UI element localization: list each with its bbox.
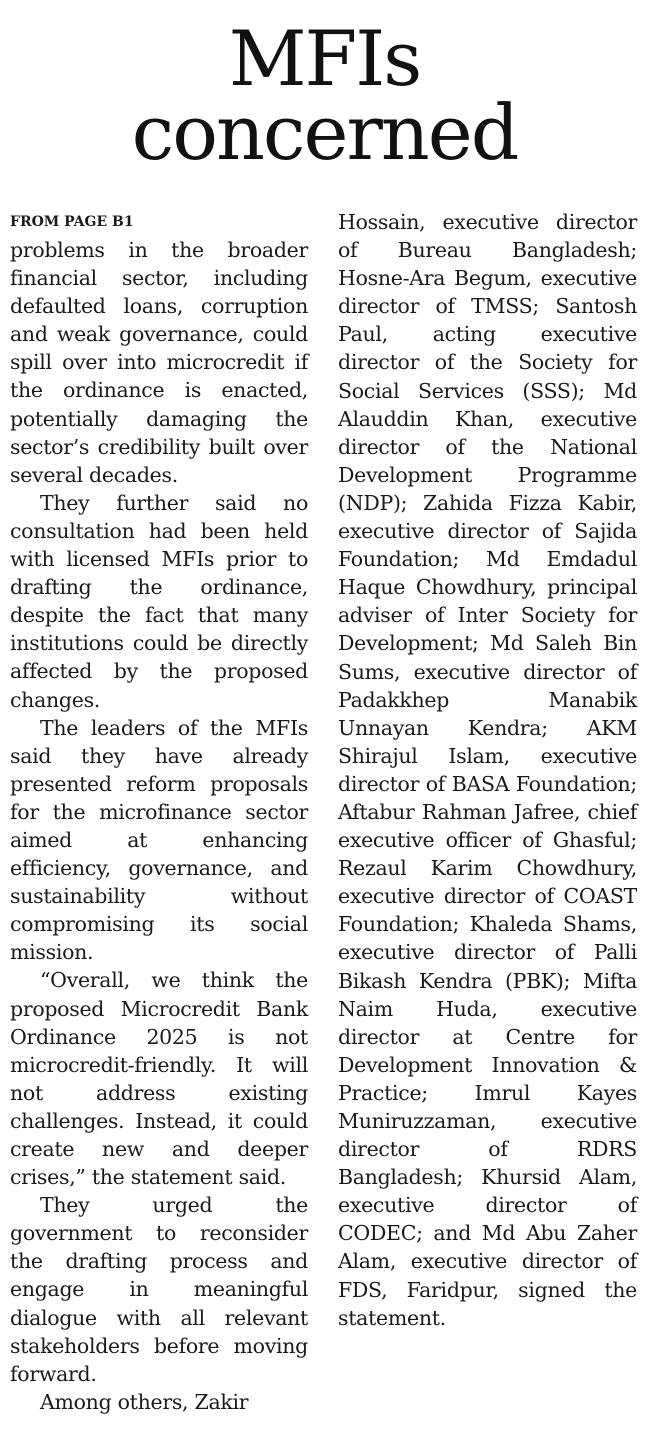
jump-slug: FROM PAGE B1 [10, 214, 134, 230]
paragraph-7: Hossain, executive director of Bureau Bangladesh; Hosne-Ara Begum, executive director of TMSS; Santosh Paul, acting executive director of the Society for Social Services (SSS); Md Alauddin Khan, executive director of the National Development Programme (NDP); Zahida Fizza Kabir, executive director of Sajida Foundation; Md Emdadul Haque Chowdhury, principal adviser of Inter Society for Development; Md Saleh Bin Sums, executive director of Padakkhep Manabik Unnayan Kendra; AKM Shirajul Islam, executive director of BASA Foundation; Aftabur Rahman Jafree, chief executive officer of Ghasful; Rezaul Karim Chowdhury, executive director of COAST Foundation; Khaleda Shams, executive director of Palli Bikash Kendra (PBK); Mifta Naim Huda, executive director at Centre for Development Innovation & Practice; Imrul Kayes Muniruzzaman, executive director of RDRS Bangladesh; Khursid Alam, executive director of CODEC; and Md Abu Zaher Alam, executive director of FDS, Faridpur, signed the statement. [338, 210, 637, 1330]
paragraph-5: They urged the government to reconsider the drafting process and engage in meaningful dialogue with all relevant stakeholders before moving forward. [10, 1193, 308, 1386]
paragraph-3: The leaders of the MFIs said they have already presented reform proposals for the microfinance sector aimed at enhancing efficiency, governance, and sustainability without compromising its social mission. [10, 715, 308, 965]
headline-line-2: concerned [131, 88, 518, 177]
headline-line-1: MFIs [228, 14, 421, 103]
right-column [338, 208, 637, 1332]
paragraph-2: They further said no consultation had been held with licensed MFIs prior to drafting the ordinance, despite the fact that many institutions could be directly affected by the proposed changes. [10, 490, 308, 712]
paragraph-6: Among others, Zakir [40, 1389, 249, 1414]
paragraph-4: “Overall, we think the proposed Microcredit Bank Ordinance 2025 is not microcredit-friendly. It will not address existing challenges. Instead, it could create new and deeper crises,” the statement said. [10, 968, 308, 1190]
left-column [10, 208, 308, 1416]
paragraph-1: problems in the broader financial sector, including defaulted loans, corruption and weak governance, could spill over into microcredit if the ordinance is enacted, potentially damaging the sector’s credibility built over several decades. [10, 238, 308, 487]
headline [0, 14, 649, 177]
